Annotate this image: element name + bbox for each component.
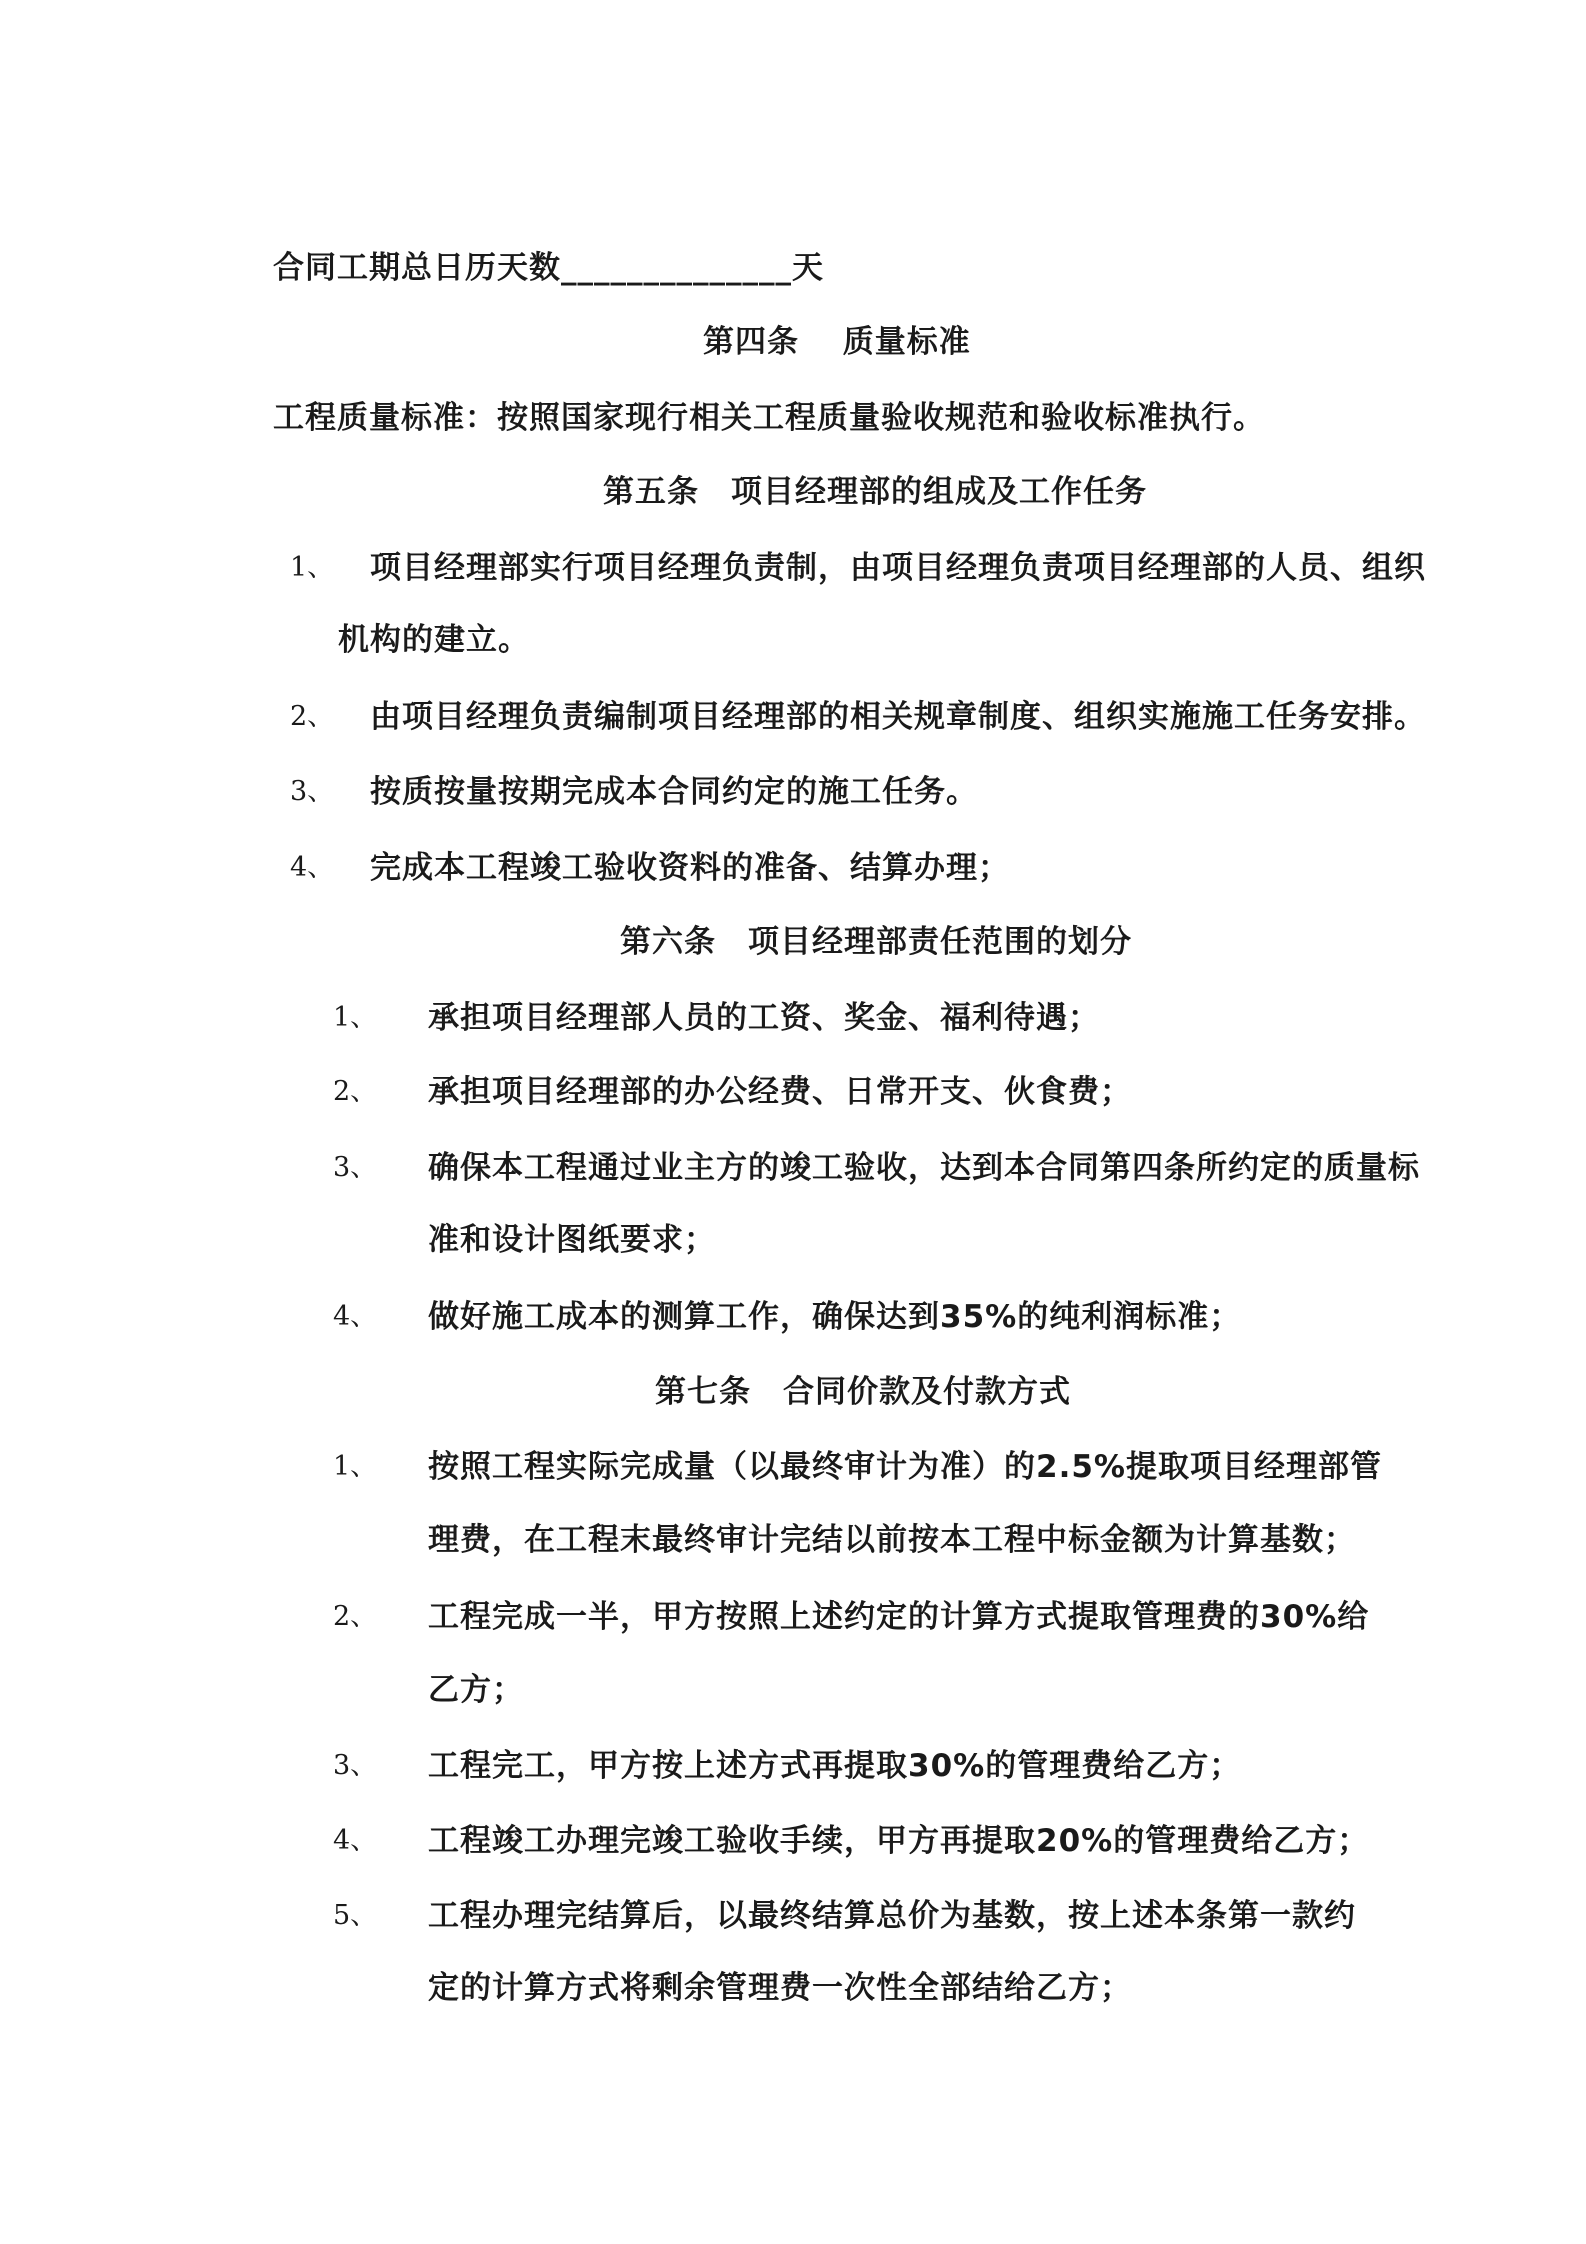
- a7-item3-line1: 工程完工，甲方按上述方式再提取30%的管理费给乙方；: [428, 1748, 1242, 1784]
- a7-item5-line2: 定的计算方式将剩余管理费一次性全部结给乙方；: [428, 1970, 1132, 2006]
- a6-item2-line1: 承担项目经理部的办公经费、日常开支、伙食费；: [428, 1074, 1132, 1110]
- a5-item4-line1: 完成本工程竣工验收资料的准备、结算办理；: [370, 850, 1010, 886]
- duration-line: [273, 248, 824, 288]
- a7-item5-line1: 工程办理完结算后，以最终结算总价为基数，按上述本条第一款约: [428, 1898, 1356, 1934]
- quality-standard-text: 工程质量标准：按照国家现行相关工程质量验收规范和验收标准执行。: [273, 400, 1265, 436]
- a7-item4-num: 4、: [333, 1825, 378, 1856]
- a7-item2-line1: 工程完成一半，甲方按照上述约定的计算方式提取管理费的30%给: [428, 1599, 1370, 1635]
- a6-item4-line1: 做好施工成本的测算工作，确保达到35%的纯利润标准；: [428, 1299, 1242, 1335]
- a6-item3-line2: 准和设计图纸要求；: [428, 1222, 716, 1258]
- a5-item2-line1: 由项目经理负责编制项目经理部的相关规章制度、组织实施施工任务安排。: [370, 699, 1426, 735]
- article7-heading: 第七条 合同价款及付款方式: [655, 1374, 1071, 1410]
- a7-item5-num: 5、: [333, 1900, 378, 1931]
- a7-item3-num: 3、: [333, 1750, 378, 1781]
- a7-item1-line1: 按照工程实际完成量（以最终审计为准）的2.5%提取项目经理部管: [428, 1449, 1382, 1485]
- a5-item3-line1: 按质按量按期完成本合同约定的施工任务。: [370, 774, 978, 810]
- a5-item1-num: 1、: [290, 552, 335, 583]
- article4-heading: 第四条 质量标准: [703, 324, 971, 360]
- article6-heading: 第六条 项目经理部责任范围的划分: [620, 924, 1132, 960]
- a6-item3-num: 3、: [333, 1152, 378, 1183]
- a6-item1-line1: 承担项目经理部人员的工资、奖金、福利待遇；: [428, 1000, 1100, 1036]
- a6-item4-num: 4、: [333, 1301, 378, 1332]
- a5-item3-num: 3、: [290, 776, 335, 807]
- a7-item2-num: 2、: [333, 1601, 378, 1632]
- a6-item1-num: 1、: [333, 1002, 378, 1033]
- duration-blank: ______________: [561, 250, 792, 286]
- a5-item4-num: 4、: [290, 852, 335, 883]
- a5-item1-line1: 项目经理部实行项目经理负责制，由项目经理负责项目经理部的人员、组织: [370, 550, 1426, 586]
- a7-item1-line2: 理费，在工程末最终审计完结以前按本工程中标金额为计算基数；: [428, 1522, 1356, 1558]
- a6-item3-line1: 确保本工程通过业主方的竣工验收，达到本合同第四条所约定的质量标: [428, 1150, 1420, 1186]
- a5-item2-num: 2、: [290, 701, 335, 732]
- duration-label: 合同工期总日历天数: [273, 250, 561, 286]
- duration-unit: 天: [792, 250, 824, 286]
- a6-item2-num: 2、: [333, 1076, 378, 1107]
- a7-item1-num: 1、: [333, 1451, 378, 1482]
- article5-heading: 第五条 项目经理部的组成及工作任务: [603, 474, 1147, 510]
- a7-item2-line2: 乙方；: [428, 1672, 524, 1708]
- a7-item4-line1: 工程竣工办理完竣工验收手续，甲方再提取20%的管理费给乙方；: [428, 1823, 1370, 1859]
- a5-item1-line2: 机构的建立。: [338, 622, 530, 658]
